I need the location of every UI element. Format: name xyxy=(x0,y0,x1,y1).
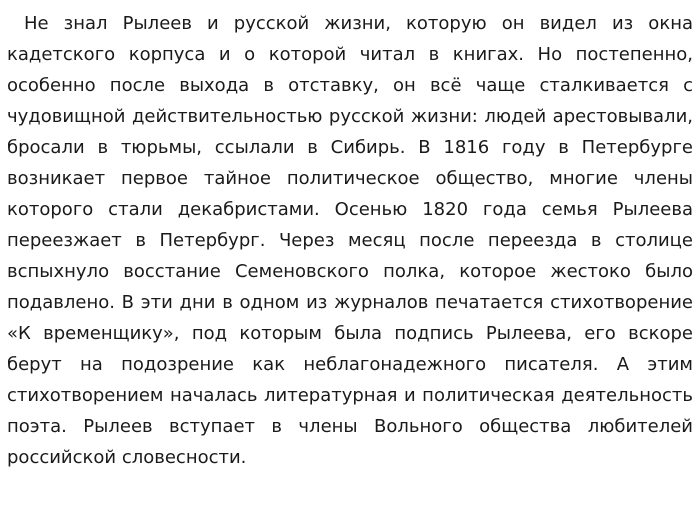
body-paragraph: Не знал Рылеев и русской жизни, которую он видел из окна кадетского корпуса и о которой читал в книгах. Но постепенно, особенно после выхода в отставку, он всё чаще сталкивается с чудовищной действительностью русской жизни: людей арестовывали, бросали в тюрьмы, ссылали в Сибирь. В 1816 году в Петербурге возникает первое тайное политическое общество, многие члены которого стали декабристами. Осенью 1820 года семья Рылеева переезжает в Петербург. Через месяц после переезда в столице вспыхнуло восстание Семеновского полка, которое жестоко было подавлено. В эти дни в одном из журналов печатается стихотворение «К временщику», под которым была подпись Рылеева, его вскоре берут на подозрение как неблагонадежного писателя. А этим стихотворением началась литературная и политическая деятельность поэта. Рылеев вступает в члены Вольного общества любителей российской словесности. xyxy=(7,13,693,468)
document-page xyxy=(7,8,693,473)
